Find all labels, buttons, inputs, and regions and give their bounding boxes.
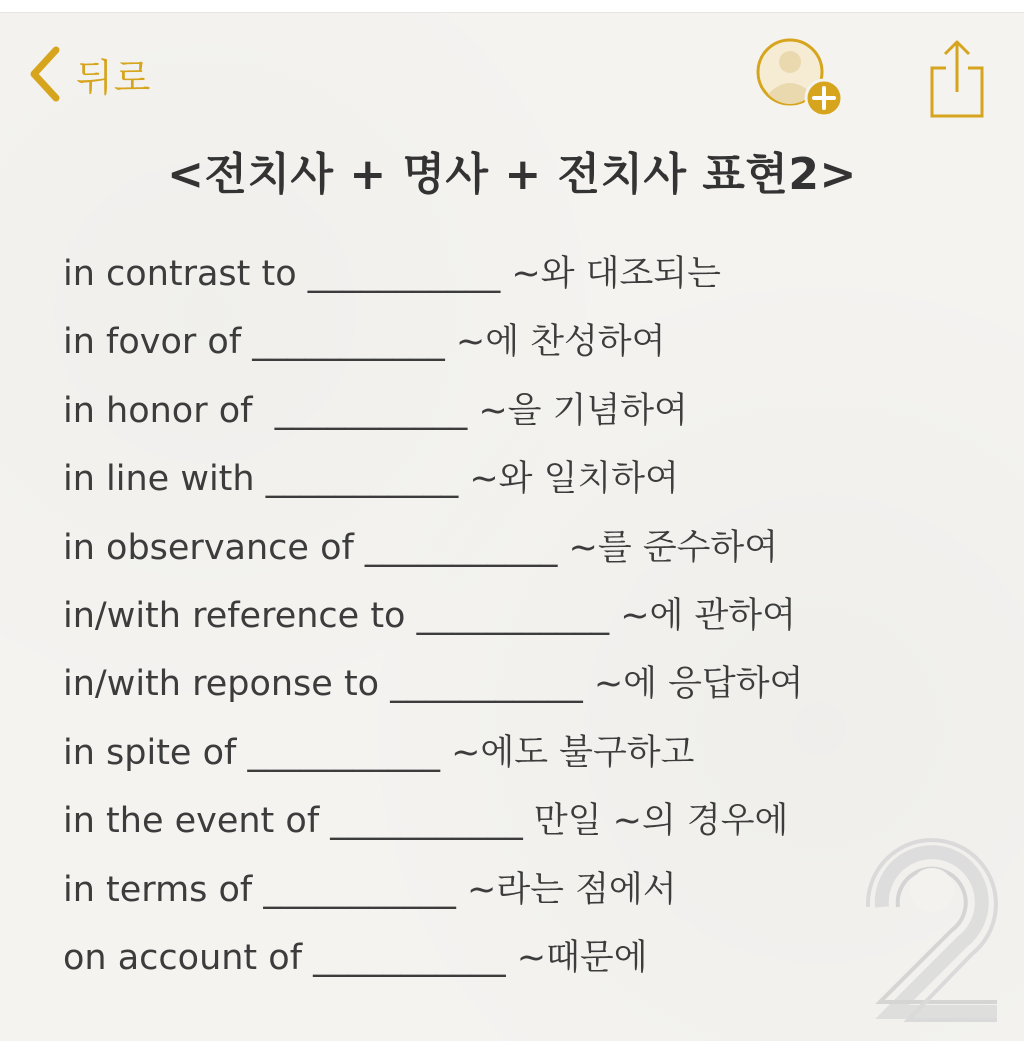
navigation-bar — [0, 12, 1024, 122]
phrase-entry: in/with reference to ___________ ~에 관하여 — [63, 595, 796, 636]
phrase-entry: in line with ___________ ~와 일치하여 — [63, 459, 679, 500]
phrase-list — [63, 240, 803, 992]
back-button[interactable] — [26, 44, 151, 104]
phrase-entry: in spite of ___________ ~에도 불구하고 — [63, 732, 695, 773]
back-label: 뒤로 — [76, 55, 152, 100]
phrase-entry: in terms of ___________ ~라는 점에서 — [63, 869, 677, 910]
phrase-entry: in/with reponse to ___________ ~에 응답하여 — [63, 664, 804, 705]
share-icon — [922, 34, 992, 124]
phrase-entry: on account of ___________ ~때문에 — [63, 937, 648, 978]
phrase-entry: in contrast to ___________ ~와 대조되는 — [63, 254, 721, 294]
phrase-entry: in the event of ___________ 만일 ~의 경우에 — [63, 801, 789, 842]
add-person-button[interactable] — [752, 36, 848, 122]
add-person-icon — [752, 36, 848, 122]
watermark-logo — [862, 812, 1002, 1022]
phrase-entry: in honor of ___________ ~을 기념하여 — [63, 390, 688, 431]
share-button[interactable] — [922, 34, 992, 124]
phrase-entry: in observance of ___________ ~를 준수하여 — [63, 527, 779, 568]
note-title: <전치사 + 명사 + 전치사 표현2> — [167, 149, 857, 200]
chevron-left-icon — [26, 44, 66, 104]
phrase-entry: in fovor of ___________ ~에 찬성하여 — [63, 322, 666, 363]
